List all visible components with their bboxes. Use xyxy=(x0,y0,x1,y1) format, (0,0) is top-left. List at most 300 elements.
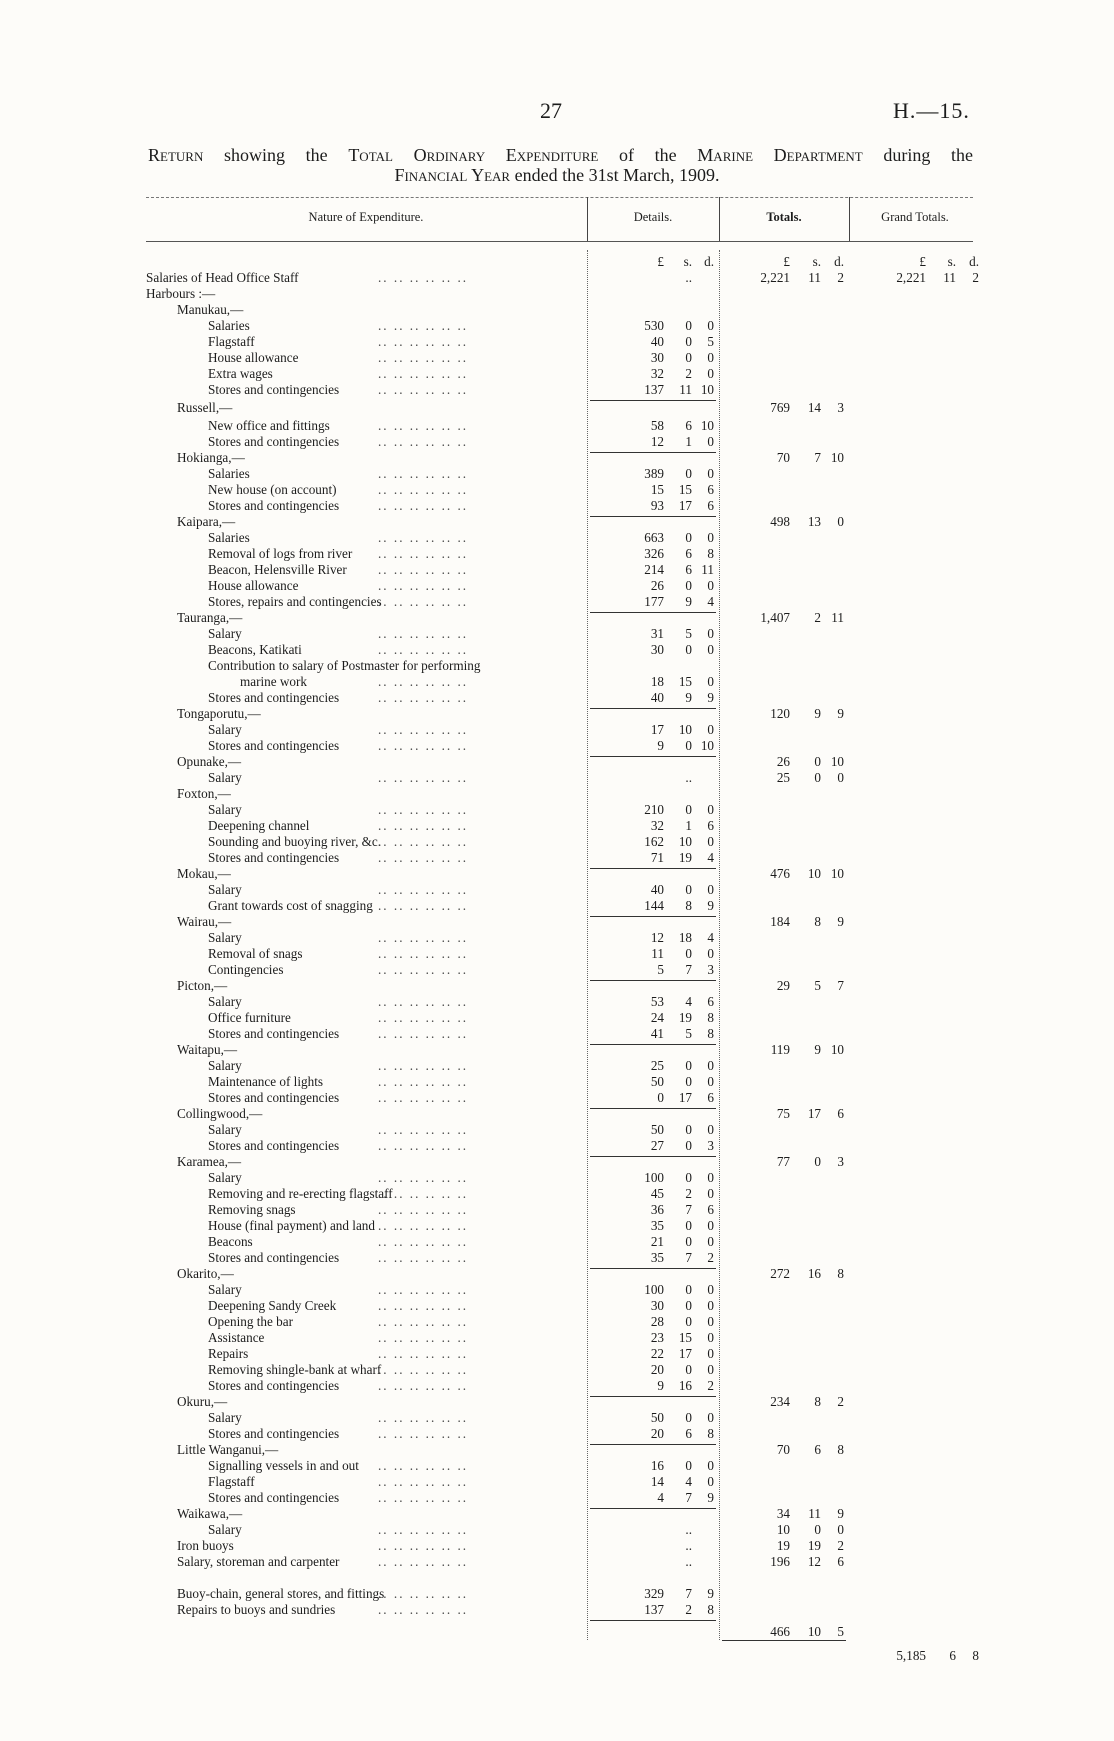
details-shillings: 18 xyxy=(678,930,692,945)
table-row xyxy=(0,1490,1114,1506)
details-pounds: 14 xyxy=(650,1474,664,1489)
leader-dots: .. .. .. .. .. .. xyxy=(378,674,469,689)
totals-pence: 0 xyxy=(837,1522,844,1537)
details-shillings: 0 xyxy=(685,1138,692,1153)
details-pence: 0 xyxy=(707,1474,714,1489)
totals-shillings: 14 xyxy=(807,400,821,415)
leader-dots: .. .. .. .. .. .. xyxy=(378,350,469,365)
details-pounds: 30 xyxy=(650,350,664,365)
row-label: Tauranga,— xyxy=(177,610,243,625)
details-shillings: 9 xyxy=(685,690,692,705)
totals-pence: 9 xyxy=(837,914,844,929)
row-label: marine work xyxy=(240,674,308,689)
leader-dots: .. .. .. .. .. .. xyxy=(378,1074,469,1089)
details-pence: 8 xyxy=(707,1010,714,1025)
title-line-1 xyxy=(148,145,973,166)
totals-pounds: 234 xyxy=(770,1394,790,1409)
totals-pence: 8 xyxy=(837,1442,844,1457)
row-label: Grant towards cost of snagging xyxy=(208,898,373,913)
details-shillings: 0 xyxy=(685,318,692,333)
row-label: Signalling vessels in and out xyxy=(208,1458,359,1473)
table-row xyxy=(0,1426,1114,1442)
details-pound-unit: £ xyxy=(657,254,664,269)
details-pounds: 50 xyxy=(650,1122,664,1137)
totals-pounds: 26 xyxy=(776,754,790,769)
details-pence: 0 xyxy=(707,1122,714,1137)
details-pence: 9 xyxy=(707,898,714,913)
table-row xyxy=(0,514,1114,530)
row-label: Mokau,— xyxy=(177,866,231,881)
details-pence: 0 xyxy=(707,834,714,849)
details-shillings: 1 xyxy=(685,434,692,449)
details-shillings: 15 xyxy=(678,482,692,497)
details-pence: 6 xyxy=(707,1202,714,1217)
title-line-1-text: Return showing the Total Ordinary Expenditure of the Marine Department during the xyxy=(148,145,973,165)
leader-dots: .. .. .. .. .. .. xyxy=(378,1298,469,1313)
details-shillings: 0 xyxy=(685,350,692,365)
details-pence: 0 xyxy=(707,1170,714,1185)
details-shillings: 6 xyxy=(685,562,692,577)
details-pence: 0 xyxy=(707,466,714,481)
details-shillings: 0 xyxy=(685,882,692,897)
details-shillings: 0 xyxy=(685,1058,692,1073)
leader-dots: .. .. .. .. .. .. xyxy=(378,1426,469,1441)
row-label: Flagstaff xyxy=(208,1474,255,1489)
details-shillings: 5 xyxy=(685,1026,692,1041)
table-row xyxy=(0,546,1114,562)
details-pence: 0 xyxy=(707,674,714,689)
details-pence: 4 xyxy=(707,850,714,865)
column-header-totals: Totals. xyxy=(766,210,802,224)
details-pence: 4 xyxy=(707,594,714,609)
details-pence: 0 xyxy=(707,366,714,381)
leader-dots: .. .. .. .. .. .. xyxy=(378,594,469,609)
row-label: Kaipara,— xyxy=(177,514,236,529)
details-pounds: 25 xyxy=(650,1058,664,1073)
details-shilling-unit: s. xyxy=(683,254,692,269)
details-pounds: 23 xyxy=(650,1330,664,1345)
totals-pounds: 120 xyxy=(770,706,790,721)
table-row xyxy=(0,658,1114,674)
leader-dots: .. .. .. .. .. .. xyxy=(378,722,469,737)
leader-dots: .. .. .. .. .. .. xyxy=(378,366,469,381)
totals-shillings: 8 xyxy=(814,1394,821,1409)
details-pence: 0 xyxy=(707,882,714,897)
row-label: Salary xyxy=(208,1122,242,1137)
totals-pounds: 196 xyxy=(770,1554,790,1569)
details-pence: 0 xyxy=(707,1458,714,1473)
row-label: Contingencies xyxy=(208,962,284,977)
column-rule-totals xyxy=(719,197,720,241)
totals-pence: 0 xyxy=(837,514,844,529)
details-pounds: 9 xyxy=(657,738,664,753)
details-shillings: 0 xyxy=(685,1122,692,1137)
column-header-grand-totals: Grand Totals. xyxy=(881,210,949,224)
table-row xyxy=(0,1106,1114,1122)
table-row xyxy=(0,1266,1114,1282)
details-shillings: 0 xyxy=(685,642,692,657)
totals-shillings: 10 xyxy=(807,1624,821,1639)
totals-shillings: 16 xyxy=(807,1266,821,1281)
row-label: Okarito,— xyxy=(177,1266,234,1281)
leader-dots: .. .. .. .. .. .. xyxy=(378,1234,469,1249)
document-reference: H.—15. xyxy=(893,98,970,123)
row-label: Salary xyxy=(208,722,242,737)
leader-dots: .. .. .. .. .. .. xyxy=(378,1458,469,1473)
leader-dots: .. .. .. .. .. .. xyxy=(378,642,469,657)
details-shillings: 0 xyxy=(685,738,692,753)
row-label: Stores and contingencies xyxy=(208,1250,340,1265)
details-shillings: 17 xyxy=(678,1090,692,1105)
row-label: Karamea,— xyxy=(177,1154,242,1169)
row-label: Salary, storeman and carpenter xyxy=(177,1554,340,1569)
unit-header-row xyxy=(0,254,1114,270)
totals-pence: 3 xyxy=(837,400,844,415)
leader-dots: .. .. .. .. .. .. xyxy=(378,946,469,961)
table-row xyxy=(0,850,1114,866)
details-shillings: .. xyxy=(685,270,692,285)
row-label: Salary xyxy=(208,1282,242,1297)
grand-pounds: 5,185 xyxy=(896,1648,926,1663)
details-pence: 0 xyxy=(707,1362,714,1377)
details-shillings: 9 xyxy=(685,594,692,609)
table-row xyxy=(0,1058,1114,1074)
totals-pounds: 25 xyxy=(776,770,790,785)
details-shillings: 0 xyxy=(685,946,692,961)
details-shillings: 4 xyxy=(685,994,692,1009)
leader-dots: .. .. .. .. .. .. xyxy=(378,1538,469,1553)
details-pence: 0 xyxy=(707,1186,714,1201)
table-row xyxy=(0,1298,1114,1314)
row-label: Stores and contingencies xyxy=(208,738,340,753)
details-pence: 0 xyxy=(707,318,714,333)
details-pence: 10 xyxy=(700,418,714,433)
row-label: Harbours :— xyxy=(146,286,216,301)
column-header-details: Details. xyxy=(633,210,673,224)
grand-shillings: 6 xyxy=(949,1648,956,1663)
totals-shillings: 5 xyxy=(814,978,821,993)
row-label: Deepening Sandy Creek xyxy=(208,1298,337,1313)
leader-dots: .. .. .. .. .. .. xyxy=(378,334,469,349)
table-row xyxy=(0,1074,1114,1090)
totals-pence: 9 xyxy=(837,1506,844,1521)
details-shillings: 11 xyxy=(679,382,692,397)
totals-shillings: 0 xyxy=(814,770,821,785)
details-pence: 6 xyxy=(707,994,714,1009)
table-row xyxy=(0,334,1114,350)
row-label: Salary xyxy=(208,1410,242,1425)
totals-pound-unit: £ xyxy=(783,254,790,269)
table-row xyxy=(0,1314,1114,1330)
table-row xyxy=(0,738,1114,754)
column-rule-grand xyxy=(849,197,850,241)
row-label: Salaries xyxy=(208,466,250,481)
row-label: House (final payment) and land xyxy=(208,1218,375,1233)
details-shillings: 10 xyxy=(678,722,692,737)
details-pounds: 210 xyxy=(644,802,664,817)
details-pounds: 26 xyxy=(650,578,664,593)
totals-shillings: 12 xyxy=(807,1554,821,1569)
details-shillings: 16 xyxy=(678,1378,692,1393)
table-row xyxy=(0,754,1114,770)
table-row xyxy=(0,642,1114,658)
details-pence: 10 xyxy=(700,382,714,397)
totals-pence-unit: d. xyxy=(834,254,844,269)
leader-dots: .. .. .. .. .. .. xyxy=(378,1474,469,1489)
leader-dots: .. .. .. .. .. .. xyxy=(378,578,469,593)
row-label: Office furniture xyxy=(208,1010,291,1025)
details-pounds: 144 xyxy=(644,898,664,913)
final-totals-rule xyxy=(722,1640,846,1641)
row-label: Salaries of Head Office Staff xyxy=(146,270,299,285)
table-row xyxy=(0,930,1114,946)
row-label: Removal of snags xyxy=(208,946,303,961)
table-row xyxy=(0,418,1114,434)
table-row xyxy=(0,1186,1114,1202)
row-label: Collingwood,— xyxy=(177,1106,263,1121)
totals-shillings: 9 xyxy=(814,706,821,721)
leader-dots: .. .. .. .. .. .. xyxy=(378,1362,469,1377)
details-shillings: 7 xyxy=(685,962,692,977)
leader-dots: .. .. .. .. .. .. xyxy=(378,1346,469,1361)
row-label: Stores, repairs and contingencies xyxy=(208,594,382,609)
row-label: Foxton,— xyxy=(177,786,231,801)
page-number: 27 xyxy=(540,98,562,123)
table-row xyxy=(0,1648,1114,1664)
details-shillings: 0 xyxy=(685,466,692,481)
totals-pence: 10 xyxy=(830,866,844,881)
details-pounds: 137 xyxy=(644,1602,664,1617)
leader-dots: .. .. .. .. .. .. xyxy=(378,1250,469,1265)
details-shillings: 7 xyxy=(685,1202,692,1217)
totals-pounds: 119 xyxy=(770,1042,790,1057)
details-pence: 2 xyxy=(707,1378,714,1393)
table-row xyxy=(0,1026,1114,1042)
details-pounds: 40 xyxy=(650,882,664,897)
details-pence: 8 xyxy=(707,1426,714,1441)
details-pence: 0 xyxy=(707,1282,714,1297)
totals-pence: 0 xyxy=(837,770,844,785)
details-pence: 6 xyxy=(707,818,714,833)
leader-dots: .. .. .. .. .. .. xyxy=(378,1058,469,1073)
row-label: Salaries xyxy=(208,318,250,333)
details-shillings: 7 xyxy=(685,1250,692,1265)
leader-dots: .. .. .. .. .. .. xyxy=(378,690,469,705)
leader-dots: .. .. .. .. .. .. xyxy=(378,1410,469,1425)
table-row xyxy=(0,350,1114,366)
details-pounds: 35 xyxy=(650,1250,664,1265)
totals-shillings: 9 xyxy=(814,1042,821,1057)
row-label: Salary xyxy=(208,882,242,897)
leader-dots: .. .. .. .. .. .. xyxy=(378,1010,469,1025)
details-shillings: 19 xyxy=(678,1010,692,1025)
table-row xyxy=(0,962,1114,978)
leader-dots: .. .. .. .. .. .. xyxy=(378,270,469,285)
leader-dots: .. .. .. .. .. .. xyxy=(378,770,469,785)
subtotal-rule xyxy=(590,1620,716,1621)
details-pence: 5 xyxy=(707,334,714,349)
details-shillings: 0 xyxy=(685,1314,692,1329)
row-label: House allowance xyxy=(208,578,299,593)
totals-pence: 6 xyxy=(837,1106,844,1121)
details-pence: 0 xyxy=(707,802,714,817)
details-shillings: 8 xyxy=(685,898,692,913)
details-shillings: .. xyxy=(685,1522,692,1537)
details-pence: 0 xyxy=(707,1346,714,1361)
details-pounds: 53 xyxy=(650,994,664,1009)
leader-dots: .. .. .. .. .. .. xyxy=(378,1122,469,1137)
table-row xyxy=(0,434,1114,450)
totals-pence: 5 xyxy=(837,1624,844,1639)
totals-pence: 6 xyxy=(837,1554,844,1569)
table-row xyxy=(0,1154,1114,1170)
table-row xyxy=(0,482,1114,498)
details-pounds: 177 xyxy=(644,594,664,609)
details-pence: 8 xyxy=(707,1026,714,1041)
table-row xyxy=(0,1010,1114,1026)
table-row xyxy=(0,270,1114,286)
totals-shillings: 7 xyxy=(814,450,821,465)
details-pounds: 45 xyxy=(650,1186,664,1201)
details-pounds: 100 xyxy=(644,1282,664,1297)
details-pounds: 214 xyxy=(644,562,664,577)
table-row xyxy=(0,914,1114,930)
details-shillings: 2 xyxy=(685,1186,692,1201)
details-pounds: 30 xyxy=(650,1298,664,1313)
table-row xyxy=(0,770,1114,786)
details-shillings: 0 xyxy=(685,1218,692,1233)
row-label: Opunake,— xyxy=(177,754,242,769)
details-pence: 4 xyxy=(707,930,714,945)
row-label: Stores and contingencies xyxy=(208,1090,340,1105)
table-row xyxy=(0,450,1114,466)
leader-dots: .. .. .. .. .. .. xyxy=(378,738,469,753)
table-row xyxy=(0,1378,1114,1394)
leader-dots: .. .. .. .. .. .. xyxy=(378,1026,469,1041)
details-shillings: 4 xyxy=(685,1474,692,1489)
details-shillings: .. xyxy=(685,1538,692,1553)
row-label: Beacons, Katikati xyxy=(208,642,302,657)
table-row xyxy=(0,690,1114,706)
details-pence: 8 xyxy=(707,546,714,561)
leader-dots: .. .. .. .. .. .. xyxy=(378,1170,469,1185)
leader-dots: .. .. .. .. .. .. xyxy=(378,318,469,333)
grand-pence-unit: d. xyxy=(969,254,979,269)
row-label: Salary xyxy=(208,802,242,817)
details-pounds: 18 xyxy=(650,674,664,689)
leader-dots: .. .. .. .. .. .. xyxy=(378,1090,469,1105)
table-row xyxy=(0,866,1114,882)
table-row xyxy=(0,706,1114,722)
details-pounds: 31 xyxy=(650,626,664,641)
table-row xyxy=(0,562,1114,578)
grand-shilling-unit: s. xyxy=(947,254,956,269)
details-shillings: 5 xyxy=(685,626,692,641)
details-pounds: 36 xyxy=(650,1202,664,1217)
details-shillings: 0 xyxy=(685,334,692,349)
details-pence: 0 xyxy=(707,1314,714,1329)
row-label: Flagstaff xyxy=(208,334,255,349)
row-label: Stores and contingencies xyxy=(208,1490,340,1505)
table-row xyxy=(0,366,1114,382)
title-line-2: Financial Year ended the 31st March, 1909. xyxy=(394,165,720,185)
table-row xyxy=(0,722,1114,738)
details-pounds: 35 xyxy=(650,1218,664,1233)
details-shillings: 7 xyxy=(685,1586,692,1601)
table-row xyxy=(0,1282,1114,1298)
row-label: Iron buoys xyxy=(177,1538,234,1553)
details-pounds: 329 xyxy=(644,1586,664,1601)
row-label: Stores and contingencies xyxy=(208,850,340,865)
row-label: Salary xyxy=(208,994,242,1009)
row-label: Stores and contingencies xyxy=(208,382,340,397)
details-pounds: 5 xyxy=(657,962,664,977)
leader-dots: .. .. .. .. .. .. xyxy=(378,1330,469,1345)
totals-pence: 10 xyxy=(830,1042,844,1057)
table-row xyxy=(0,898,1114,914)
row-label: Okuru,— xyxy=(177,1394,228,1409)
table-row xyxy=(0,1522,1114,1538)
row-label: Salary xyxy=(208,1170,242,1185)
details-pounds: 28 xyxy=(650,1314,664,1329)
leader-dots: .. .. .. .. .. .. xyxy=(378,562,469,577)
details-pounds: 50 xyxy=(650,1074,664,1089)
totals-shillings: 13 xyxy=(807,514,821,529)
details-pounds: 100 xyxy=(644,1170,664,1185)
table-row xyxy=(0,882,1114,898)
details-pence: 6 xyxy=(707,482,714,497)
details-pounds: 530 xyxy=(644,318,664,333)
totals-pence: 2 xyxy=(837,270,844,285)
leader-dots: .. .. .. .. .. .. xyxy=(378,834,469,849)
details-shillings: 6 xyxy=(685,1426,692,1441)
row-label: Waikawa,— xyxy=(177,1506,243,1521)
leader-dots: .. .. .. .. .. .. xyxy=(378,930,469,945)
details-pounds: 93 xyxy=(650,498,664,513)
details-pounds: 17 xyxy=(650,722,664,737)
totals-pence: 2 xyxy=(837,1394,844,1409)
leader-dots: .. .. .. .. .. .. xyxy=(378,1490,469,1505)
leader-dots: .. .. .. .. .. .. xyxy=(378,546,469,561)
totals-pounds: 272 xyxy=(770,1266,790,1281)
details-pence: 0 xyxy=(707,1218,714,1233)
details-shillings: 6 xyxy=(685,546,692,561)
leader-dots: .. .. .. .. .. .. xyxy=(378,1522,469,1537)
details-pounds: 50 xyxy=(650,1410,664,1425)
table-row xyxy=(0,1346,1114,1362)
table-row xyxy=(0,1474,1114,1490)
row-label: House allowance xyxy=(208,350,299,365)
details-pence-unit: d. xyxy=(704,254,714,269)
row-label: Stores and contingencies xyxy=(208,434,340,449)
details-pounds: 4 xyxy=(657,1490,664,1505)
details-pence: 0 xyxy=(707,1234,714,1249)
details-shillings: 0 xyxy=(685,578,692,593)
details-shillings: 0 xyxy=(685,1170,692,1185)
details-pounds: 20 xyxy=(650,1362,664,1377)
details-pence: 0 xyxy=(707,1410,714,1425)
totals-pounds: 2,221 xyxy=(760,270,790,285)
totals-pounds: 34 xyxy=(776,1506,790,1521)
table-row xyxy=(0,786,1114,802)
table-row xyxy=(0,1042,1114,1058)
details-shillings: 15 xyxy=(678,674,692,689)
leader-dots: .. .. .. .. .. .. xyxy=(378,1202,469,1217)
totals-pounds: 498 xyxy=(770,514,790,529)
details-pence: 0 xyxy=(707,1330,714,1345)
leader-dots: .. .. .. .. .. .. xyxy=(378,1314,469,1329)
totals-pence: 3 xyxy=(837,1154,844,1169)
